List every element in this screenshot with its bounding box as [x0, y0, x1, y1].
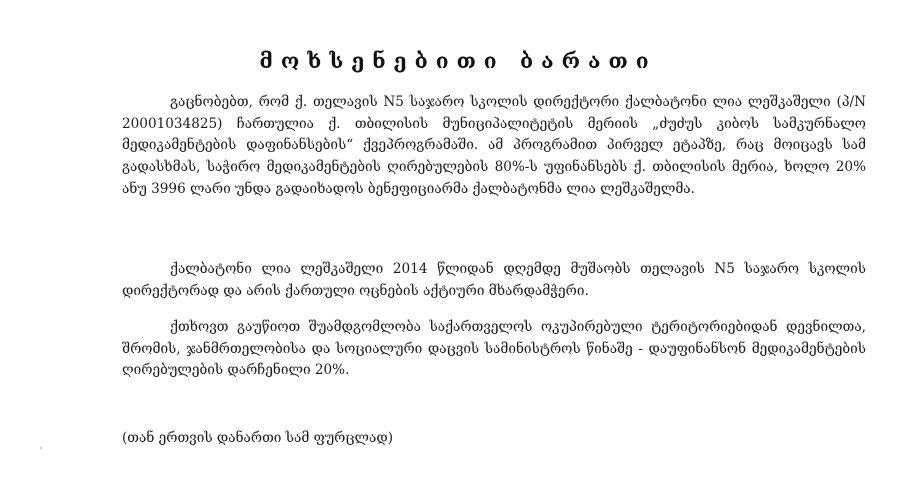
document-title: მოხსენებითი ბარათი: [259, 48, 657, 73]
scan-speck: [40, 447, 42, 449]
paragraph-employment: ქალბატონი ლია ლეშკაშელი 2014 წლიდან დღემდე მუშაობს თელავის N5 საჯარო სკოლის დირექტორად და არის ქართული ოცნების აქტიური მხარდამჭერი.: [122, 261, 866, 299]
paragraph-intro: გაცნობებთ, რომ ქ. თელავის N5 საჯარო სკოლის დირექტორი ქალბატონი ლია ლეშკაშელი (პ/N 20001034825) ჩართულია ქ. თბილისის მუნიციპალიტეტის მერიის „ძუძუს კიბოს სამკურნალო მედიკამენტების დაფინანსების“ ქვეპროგრამაში. ამ პროგრამით პირველ ეტაპზე, რაც მოიცავს სამ გადასხმას, საჭირო მედიკამენტების ღირებულების 80%-ს უფინანსებს ქ. თბილისის მერია, ხოლო 20% ანუ 3996 ლარი უნდა გადაიხადოს ბენეფიციარმა ქალბატონმა ლია ლეშკაშელმა.: [122, 94, 866, 197]
attachment-note: (თან ერთვის დანართი სამ ფურცლად): [122, 430, 394, 446]
paragraph-request: ქთხოვთ გაუწიოთ შუამდგომლობა საქართველოს ოკუპირებული ტერიტორიებიდან დევნილთა, შრომის, ჯანმრთელობისა და სოციალური დაცვის სამინისტროს წინაშე - დაუფინანსონ მედიკამენტების ღირებულების დარჩენილი 20%.: [122, 319, 866, 379]
